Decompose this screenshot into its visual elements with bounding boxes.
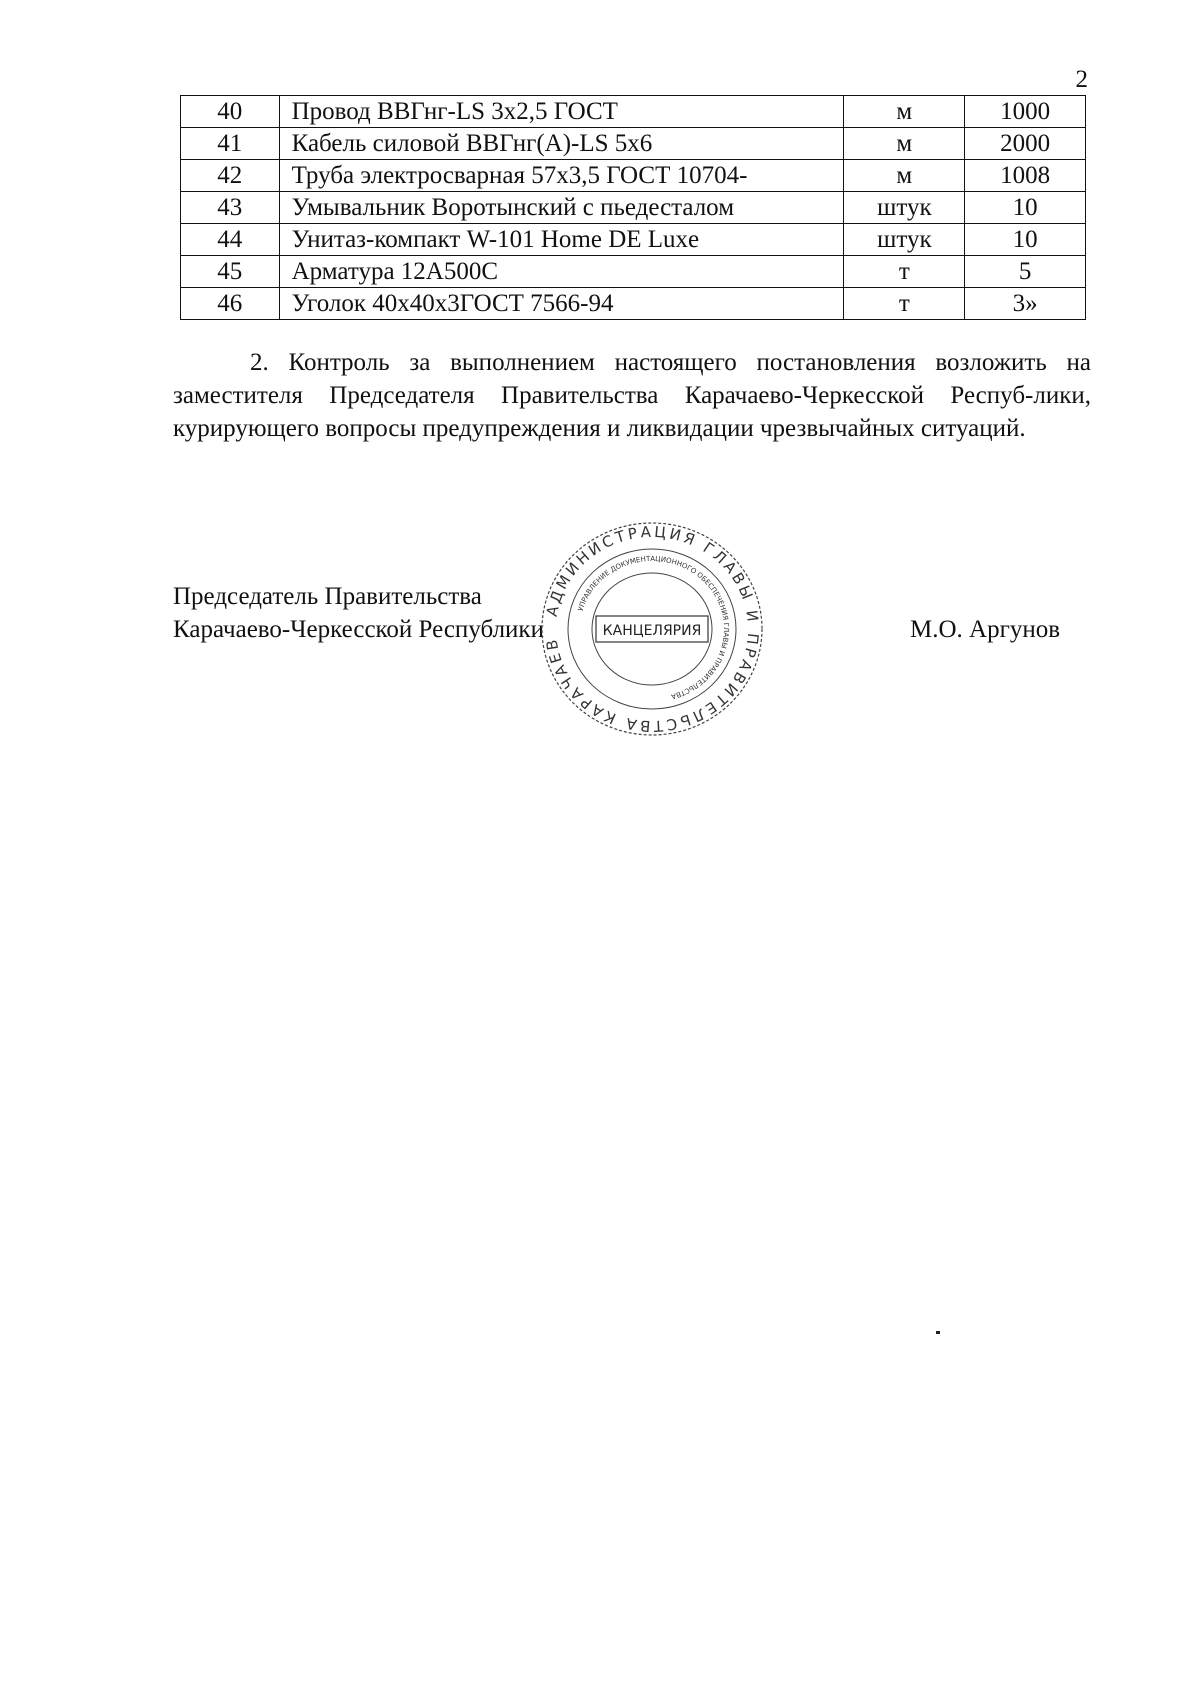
unit-cell: т: [844, 288, 965, 320]
table-row: [181, 96, 1086, 128]
signer-title: [173, 580, 544, 646]
items-table-body: [181, 96, 1086, 320]
row-number-cell: 40: [181, 96, 280, 128]
table-row: [181, 192, 1086, 224]
seal-center-text: КАНЦЕЛЯРИЯ: [602, 623, 702, 639]
quantity-cell: 2000: [965, 128, 1086, 160]
quantity-cell: 1008: [965, 160, 1086, 192]
row-number-cell: 45: [181, 256, 280, 288]
signer-title-line2: Карачаево-Черкесской Республики: [173, 616, 544, 643]
quantity-cell: 10: [965, 224, 1086, 256]
unit-cell: м: [844, 160, 965, 192]
official-seal: [538, 520, 766, 738]
row-number-cell: 43: [181, 192, 280, 224]
control-paragraph-text: 2. Контроль за выполнением настоящего постановления возложить на заместителя Председателя Правительства Карачаево-Черкесской Респуб-лики, курирующего вопросы предупреждения и ликвидации чрезвычайных ситуаций.: [173, 349, 1091, 442]
row-number-cell: 41: [181, 128, 280, 160]
row-number-cell: 42: [181, 160, 280, 192]
item-name-cell: Провод ВВГнг-LS 3х2,5 ГОСТ: [279, 96, 844, 128]
quantity-cell: 10: [965, 192, 1086, 224]
control-paragraph: [173, 346, 1091, 445]
stray-mark: [936, 1331, 940, 1334]
item-name-cell: Уголок 40х40х3ГОСТ 7566-94: [279, 288, 844, 320]
signer-name: М.О. Аргунов: [910, 616, 1061, 643]
items-table: [180, 95, 1086, 320]
item-name-cell: Арматура 12А500С: [279, 256, 844, 288]
item-name-cell: Кабель силовой ВВГнг(А)-LS 5х6: [279, 128, 844, 160]
unit-cell: штук: [844, 224, 965, 256]
quantity-cell: 5: [965, 256, 1086, 288]
unit-cell: т: [844, 256, 965, 288]
page-number: 2: [1075, 66, 1088, 93]
table-row: [181, 288, 1086, 320]
item-name-cell: Труба электросварная 57х3,5 ГОСТ 10704-: [279, 160, 844, 192]
quantity-cell: 3»: [965, 288, 1086, 320]
unit-cell: м: [844, 96, 965, 128]
table-row: [181, 128, 1086, 160]
table-row: [181, 256, 1086, 288]
seal-outer-text: АДМИНИСТРАЦИЯ ГЛАВЫ И ПРАВИТЕЛЬСТВА КАРАЧАЕВ: [542, 522, 763, 736]
quantity-cell: 1000: [965, 96, 1086, 128]
item-name-cell: Унитаз-компакт W-101 Home DE Luxe: [279, 224, 844, 256]
seal-inner-text: УПРАВЛЕНИЕ ДОКУМЕНТАЦИОННОГО ОБЕСПЕЧЕНИЯ ГЛАВЫ И ПРАВИТЕЛЬСТВА: [576, 554, 731, 701]
table-row: [181, 224, 1086, 256]
table-row: [181, 160, 1086, 192]
row-number-cell: 44: [181, 224, 280, 256]
official-seal-graphic: [538, 520, 766, 738]
unit-cell: штук: [844, 192, 965, 224]
unit-cell: м: [844, 128, 965, 160]
row-number-cell: 46: [181, 288, 280, 320]
item-name-cell: Умывальник Воротынский с пьедесталом: [279, 192, 844, 224]
signer-title-line1: Председатель Правительства: [173, 583, 482, 610]
